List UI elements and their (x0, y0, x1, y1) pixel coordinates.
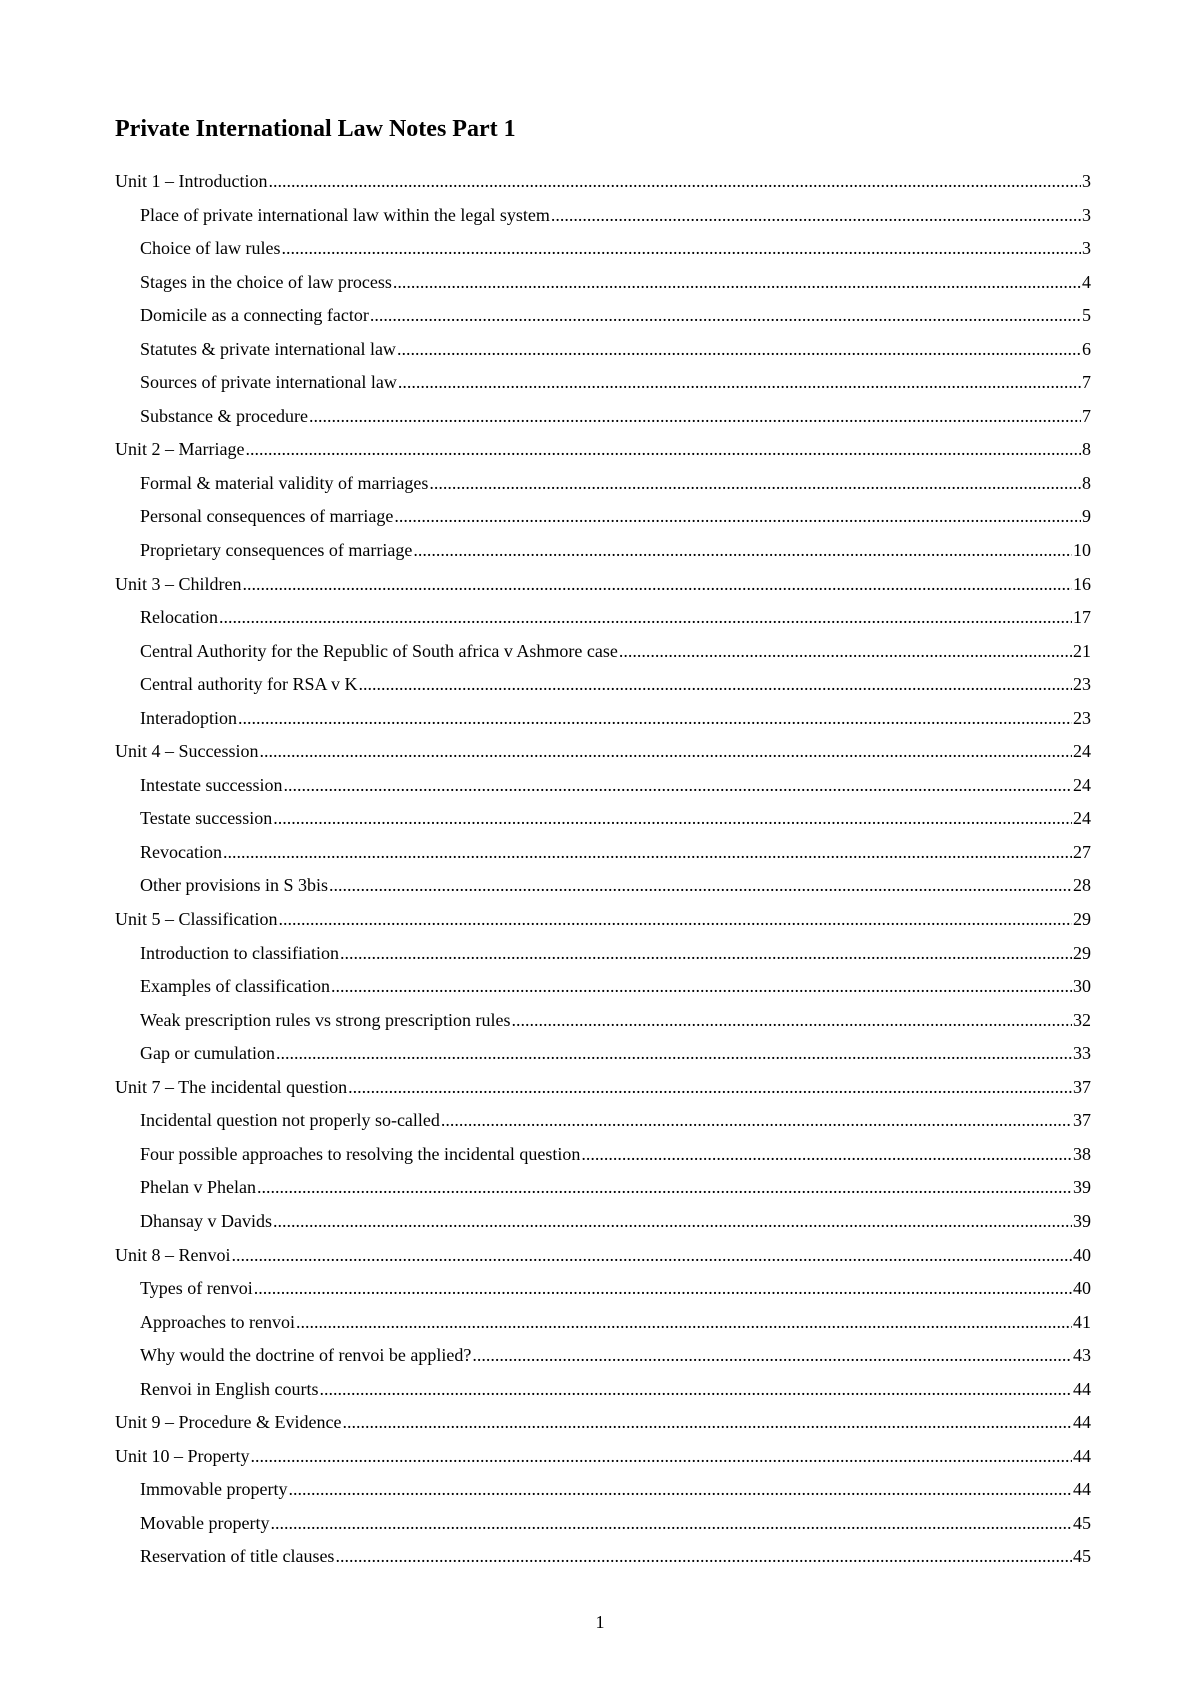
toc-dot-leader (441, 1104, 1072, 1138)
toc-entry-page-number: 3 (1082, 171, 1091, 191)
toc-entry-page-number: 23 (1073, 674, 1091, 695)
toc-section-entry[interactable] (115, 232, 1091, 266)
toc-dot-leader (309, 400, 1081, 434)
toc-section-entry[interactable] (115, 836, 1091, 870)
toc-entry-page-number: 9 (1082, 506, 1091, 527)
toc-dot-leader (257, 1171, 1072, 1205)
toc-dot-leader (335, 1540, 1072, 1574)
toc-unit-entry[interactable] (115, 433, 1091, 467)
toc-section-entry[interactable] (115, 467, 1091, 501)
toc-section-entry[interactable] (115, 1373, 1091, 1407)
toc-entry-title: Unit 10 – Property (115, 1445, 250, 1466)
toc-entry-title: Unit 2 – Marriage (115, 439, 245, 460)
toc-entry-page-number: 38 (1073, 1143, 1091, 1164)
toc-entry-title: Unit 5 – Classification (115, 909, 278, 930)
toc-dot-leader (429, 467, 1081, 501)
toc-section-entry[interactable] (115, 1004, 1091, 1038)
toc-entry-title: Renvoi in English courts (140, 1378, 319, 1399)
toc-entry-page-number: 44 (1073, 1412, 1091, 1433)
toc-unit-entry[interactable] (115, 735, 1091, 769)
toc-entry-page-number: 43 (1073, 1345, 1091, 1366)
toc-entry-page-number: 39 (1073, 1177, 1091, 1198)
toc-section-entry[interactable] (115, 1205, 1091, 1239)
toc-entry-title: Dhansay v Davids (140, 1210, 272, 1231)
toc-entry-title: Sources of private international law (140, 372, 397, 393)
toc-entry-title: Examples of classification (140, 976, 330, 997)
toc-entry-page-number: 44 (1073, 1378, 1091, 1399)
toc-entry-page-number: 24 (1073, 774, 1091, 795)
toc-unit-entry[interactable] (115, 1071, 1091, 1105)
toc-section-entry[interactable] (115, 266, 1091, 300)
toc-entry-title: Proprietary consequences of marriage (140, 540, 413, 561)
toc-dot-leader (331, 970, 1072, 1004)
toc-entry-page-number: 40 (1073, 1244, 1091, 1265)
toc-entry-title: Why would the doctrine of renvoi be applied? (140, 1345, 472, 1366)
toc-dot-leader (296, 1306, 1072, 1340)
toc-dot-leader (393, 266, 1081, 300)
toc-dot-leader (243, 568, 1073, 602)
toc-entry-title: Substance & procedure (140, 405, 308, 426)
toc-entry-page-number: 7 (1082, 372, 1091, 393)
toc-entry-title: Choice of law rules (140, 238, 281, 259)
toc-section-entry[interactable] (115, 199, 1091, 233)
toc-unit-entry[interactable] (115, 1406, 1091, 1440)
toc-entry-page-number: 44 (1073, 1479, 1091, 1500)
toc-entry-title: Movable property (140, 1512, 270, 1533)
toc-dot-leader (270, 1507, 1072, 1541)
toc-dot-leader (398, 366, 1081, 400)
toc-entry-page-number: 37 (1073, 1110, 1091, 1131)
toc-section-entry[interactable] (115, 769, 1091, 803)
toc-unit-entry[interactable] (115, 903, 1091, 937)
toc-section-entry[interactable] (115, 1171, 1091, 1205)
toc-dot-leader (413, 534, 1072, 568)
toc-entry-title: Revocation (140, 841, 222, 862)
toc-entry-page-number: 21 (1073, 640, 1091, 661)
toc-section-entry[interactable] (115, 1540, 1091, 1574)
toc-dot-leader (278, 903, 1072, 937)
toc-section-entry[interactable] (115, 400, 1091, 434)
toc-entry-page-number: 16 (1073, 573, 1091, 594)
toc-entry-title: Formal & material validity of marriages (140, 472, 429, 493)
toc-dot-leader (340, 937, 1072, 971)
toc-entry-title: Unit 3 – Children (115, 573, 242, 594)
toc-entry-page-number: 45 (1073, 1512, 1091, 1533)
toc-entry-title: Central authority for RSA v K (140, 674, 358, 695)
toc-section-entry[interactable] (115, 534, 1091, 568)
toc-entry-title: Other provisions in S 3bis (140, 875, 329, 896)
toc-entry-page-number: 6 (1082, 338, 1091, 359)
toc-dot-leader (511, 1004, 1072, 1038)
toc-dot-leader (268, 165, 1081, 199)
toc-dot-leader (394, 500, 1081, 534)
toc-dot-leader (472, 1339, 1072, 1373)
toc-unit-entry[interactable] (115, 568, 1091, 602)
toc-entry-page-number: 45 (1073, 1546, 1091, 1567)
toc-entry-page-number: 7 (1082, 405, 1091, 426)
page-number: 1 (595, 1612, 605, 1632)
toc-entry-page-number: 37 (1073, 1076, 1091, 1097)
document-title: Private International Law Notes Part 1 (115, 116, 516, 142)
toc-entry-page-number: 44 (1073, 1445, 1091, 1466)
toc-section-entry[interactable] (115, 500, 1091, 534)
toc-entry-page-number: 10 (1073, 540, 1091, 561)
toc-unit-entry[interactable] (115, 1239, 1091, 1273)
toc-entry-title: Relocation (140, 607, 218, 628)
toc-section-entry[interactable] (115, 1037, 1091, 1071)
toc-entry-title: Unit 9 – Procedure & Evidence (115, 1412, 342, 1433)
toc-entry-title: Introduction to classifiation (140, 942, 339, 963)
toc-dot-leader (581, 1138, 1072, 1172)
toc-dot-leader (397, 333, 1081, 367)
toc-section-entry[interactable] (115, 702, 1091, 736)
toc-dot-leader (358, 668, 1072, 702)
toc-section-entry[interactable] (115, 1104, 1091, 1138)
toc-section-entry[interactable] (115, 970, 1091, 1004)
toc-dot-leader (281, 232, 1081, 266)
toc-entry-page-number: 3 (1082, 238, 1091, 259)
toc-section-entry[interactable] (115, 601, 1091, 635)
toc-dot-leader (232, 1239, 1073, 1273)
toc-dot-leader (329, 869, 1072, 903)
toc-entry-page-number: 39 (1073, 1210, 1091, 1231)
toc-entry-page-number: 4 (1082, 271, 1091, 292)
toc-dot-leader (276, 1037, 1072, 1071)
toc-section-entry[interactable] (115, 366, 1091, 400)
toc-entry-title: Weak prescription rules vs strong prescription rules (140, 1009, 511, 1030)
toc-dot-leader (238, 702, 1072, 736)
toc-entry-title: Approaches to renvoi (140, 1311, 295, 1332)
toc-dot-leader (260, 735, 1073, 769)
toc-entry-page-number: 27 (1073, 841, 1091, 862)
toc-dot-leader (320, 1373, 1073, 1407)
toc-entry-title: Testate succession (140, 808, 273, 829)
toc-entry-page-number: 24 (1073, 808, 1091, 829)
toc-entry-title: Immovable property (140, 1479, 288, 1500)
toc-entry-title: Intestate succession (140, 774, 283, 795)
toc-entry-title: Gap or cumulation (140, 1043, 275, 1064)
toc-dot-leader (273, 802, 1072, 836)
toc-entry-title: Unit 8 – Renvoi (115, 1244, 231, 1265)
toc-entry-page-number: 8 (1082, 439, 1091, 460)
toc-entry-title: Personal consequences of marriage (140, 506, 394, 527)
toc-dot-leader (245, 433, 1081, 467)
toc-unit-entry[interactable] (115, 1440, 1091, 1474)
toc-entry-page-number: 24 (1073, 741, 1091, 762)
toc-entry-title: Types of renvoi (140, 1278, 253, 1299)
toc-dot-leader (619, 635, 1072, 669)
toc-dot-leader (219, 601, 1072, 635)
table-of-contents (115, 165, 1091, 1574)
toc-section-entry[interactable] (115, 1272, 1091, 1306)
toc-entry-title: Domicile as a connecting factor (140, 305, 369, 326)
toc-entry-page-number: 29 (1073, 942, 1091, 963)
toc-entry-title: Unit 4 – Succession (115, 741, 259, 762)
toc-entry-title: Central Authority for the Republic of South africa v Ashmore case (140, 640, 618, 661)
toc-unit-entry[interactable] (115, 165, 1091, 199)
toc-section-entry[interactable] (115, 1339, 1091, 1373)
toc-dot-leader (551, 199, 1081, 233)
toc-entry-page-number: 8 (1082, 472, 1091, 493)
toc-dot-leader (223, 836, 1072, 870)
toc-entry-title: Stages in the choice of law process (140, 271, 392, 292)
toc-section-entry[interactable] (115, 668, 1091, 702)
toc-section-entry[interactable] (115, 937, 1091, 971)
toc-entry-title: Incidental question not properly so-called (140, 1110, 440, 1131)
toc-dot-leader (273, 1205, 1072, 1239)
toc-entry-page-number: 29 (1073, 909, 1091, 930)
toc-dot-leader (342, 1406, 1072, 1440)
toc-entry-title: Reservation of title clauses (140, 1546, 335, 1567)
toc-entry-page-number: 40 (1073, 1278, 1091, 1299)
toc-dot-leader (254, 1272, 1072, 1306)
toc-section-entry[interactable] (115, 869, 1091, 903)
toc-entry-page-number: 17 (1073, 607, 1091, 628)
toc-entry-page-number: 41 (1073, 1311, 1091, 1332)
toc-section-entry[interactable] (115, 299, 1091, 333)
toc-dot-leader (283, 769, 1072, 803)
toc-entry-page-number: 23 (1073, 707, 1091, 728)
toc-section-entry[interactable] (115, 635, 1091, 669)
toc-section-entry[interactable] (115, 802, 1091, 836)
toc-dot-leader (348, 1071, 1072, 1105)
toc-entry-page-number: 5 (1082, 305, 1091, 326)
toc-entry-page-number: 28 (1073, 875, 1091, 896)
toc-entry-title: Interadoption (140, 707, 237, 728)
toc-entry-title: Phelan v Phelan (140, 1177, 256, 1198)
toc-entry-page-number: 32 (1073, 1009, 1091, 1030)
toc-entry-title: Statutes & private international law (140, 338, 396, 359)
toc-dot-leader (251, 1440, 1073, 1474)
toc-entry-title: Four possible approaches to resolving the incidental question (140, 1143, 581, 1164)
toc-section-entry[interactable] (115, 1507, 1091, 1541)
toc-entry-title: Unit 7 – The incidental question (115, 1076, 348, 1097)
toc-dot-leader (288, 1473, 1072, 1507)
toc-entry-title: Unit 1 – Introduction (115, 171, 268, 191)
toc-entry-page-number: 30 (1073, 976, 1091, 997)
toc-section-entry[interactable] (115, 333, 1091, 367)
toc-entry-page-number: 33 (1073, 1043, 1091, 1064)
toc-section-entry[interactable] (115, 1306, 1091, 1340)
toc-section-entry[interactable] (115, 1473, 1091, 1507)
toc-dot-leader (370, 299, 1081, 333)
toc-entry-title: Place of private international law within the legal system (140, 204, 550, 225)
toc-section-entry[interactable] (115, 1138, 1091, 1172)
toc-entry-page-number: 3 (1082, 204, 1091, 225)
